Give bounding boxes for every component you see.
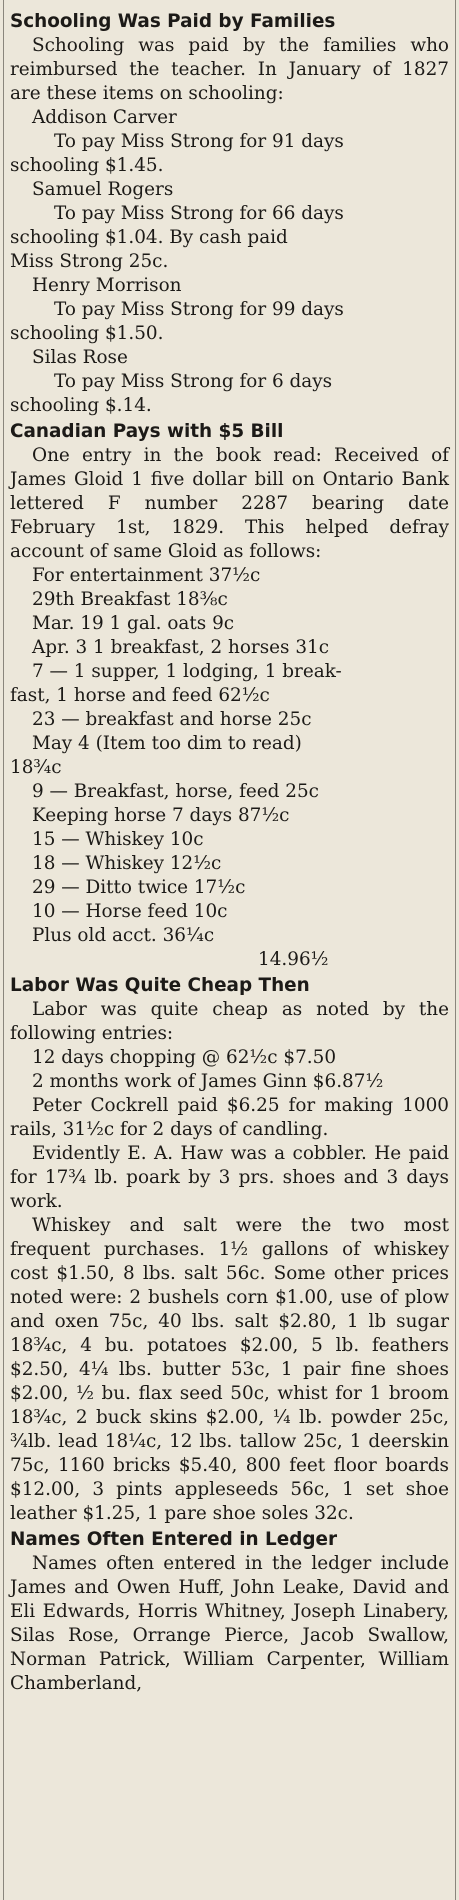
section-intro: Names often entered in the ledger include James and Owen Huff, John Leake, David and Eli Edwards, Horris Whitney, Joseph Linabery, Silas Rose, Orrange Pierce, Jacob Swallow, Norman Patrick, William Carpenter, William Chamberland, [10, 1553, 449, 1694]
entry-line: Miss Strong 25c. [10, 251, 169, 272]
account-total: 14.96½ [258, 949, 329, 970]
entry-line: To pay Miss Strong for 99 days [54, 299, 344, 320]
entry-line: To pay Miss Strong for 91 days [54, 131, 344, 152]
section-labor [10, 974, 449, 1526]
section-heading: Canadian Pays with $5 Bill [10, 421, 284, 442]
account-item: Keeping horse 7 days 87½c [32, 805, 290, 826]
account-item: 29th Breakfast 18⅜c [32, 589, 228, 610]
account-item: 29 — Ditto twice 17½c [32, 877, 246, 898]
account-item: 10 — Horse feed 10c [32, 901, 228, 922]
account-item: 18¾c [10, 757, 62, 778]
account-item: Plus old acct. 36¼c [32, 925, 215, 946]
entry-line: To pay Miss Strong for 6 days [54, 371, 333, 392]
account-item: 9 — Breakfast, horse, feed 25c [32, 781, 319, 802]
section-schooling [10, 10, 449, 418]
section-heading: Names Often Entered in Ledger [10, 1529, 338, 1550]
section-intro: Labor was quite cheap as noted by the following entries: [10, 999, 449, 1044]
section-intro: One entry in the book read: Received of James Gloid 1 five dollar bill on Ontario Bank lettered F number 2287 bearing date February 1st, 1829. This helped defray account of same Gloid as follows: [10, 445, 449, 562]
entry-line: To pay Miss Strong for 66 days [54, 203, 344, 224]
section-names [10, 1528, 449, 1696]
student-name: Samuel Rogers [32, 179, 174, 200]
student-name: Silas Rose [32, 347, 128, 368]
account-item: May 4 (Item too dim to read) [32, 733, 302, 754]
student-name: Addison Carver [32, 107, 177, 128]
section-heading: Labor Was Quite Cheap Then [10, 975, 310, 996]
entry-line: schooling $1.50. [10, 323, 164, 344]
account-item: 15 — Whiskey 10c [32, 829, 204, 850]
section-canadian-bill [10, 420, 449, 972]
body-paragraph: Peter Cockrell paid $6.25 for making 1000 rails, 31½c for 2 days of candling. [10, 1095, 449, 1140]
account-item: 23 — breakfast and horse 25c [32, 709, 312, 730]
account-item: 18 — Whiskey 12½c [32, 853, 222, 874]
body-paragraph: Whiskey and salt were the two most frequent purchases. 1½ gallons of whiskey cost $1.50, 8 lbs. salt 56c. Some other prices noted were: 2 bushels corn $1.00, use of plow and oxen 75c, 40 lbs. salt $2.80, 1 lb sugar 18¾c, 4 bu. potatoes $2.00, 5 lb. feathers $2.50, 4¼ lbs. butter 53c, 1 pair fine shoes $2.00, ½ bu. flax seed 50c, whist for 1 broom 18¾c, 2 buck skins $2.00, ¼ lb. powder 25c, ¾lb. lead 18¼c, 12 lbs. tallow 25c, 1 deerskin 75c, 1160 bricks $5.40, 800 feet floor boards $12.00, 3 pints appleseeds 56c, 1 set shoe leather $1.25, 1 pare shoe soles 32c. [10, 1215, 449, 1524]
account-item: Apr. 3 1 breakfast, 2 horses 31c [32, 637, 330, 658]
entry-line: schooling $1.04. By cash paid [10, 227, 288, 248]
section-intro: Schooling was paid by the families who reimbursed the teacher. In January of 1827 are these items on schooling: [10, 35, 449, 104]
account-item: Mar. 19 1 gal. oats 9c [32, 613, 235, 634]
account-item: fast, 1 horse and feed 62½c [10, 685, 270, 706]
student-name: Henry Morrison [32, 275, 182, 296]
labor-item: 2 months work of James Ginn $6.87½ [32, 1071, 384, 1092]
entry-line: schooling $.14. [10, 395, 152, 416]
body-paragraph: Evidently E. A. Haw was a cobbler. He paid for 17¾ lb. poark by 3 prs. shoes and 3 days work. [10, 1143, 449, 1212]
section-heading: Schooling Was Paid by Families [10, 11, 336, 32]
column-rule-right [455, 0, 456, 1900]
labor-item: 12 days chopping @ 62½c $7.50 [32, 1047, 337, 1068]
column-rule-left [3, 0, 4, 1900]
entry-line: schooling $1.45. [10, 155, 164, 176]
account-item: For entertainment 37½c [32, 565, 261, 586]
account-item: 7 — 1 supper, 1 lodging, 1 break- [32, 661, 342, 682]
